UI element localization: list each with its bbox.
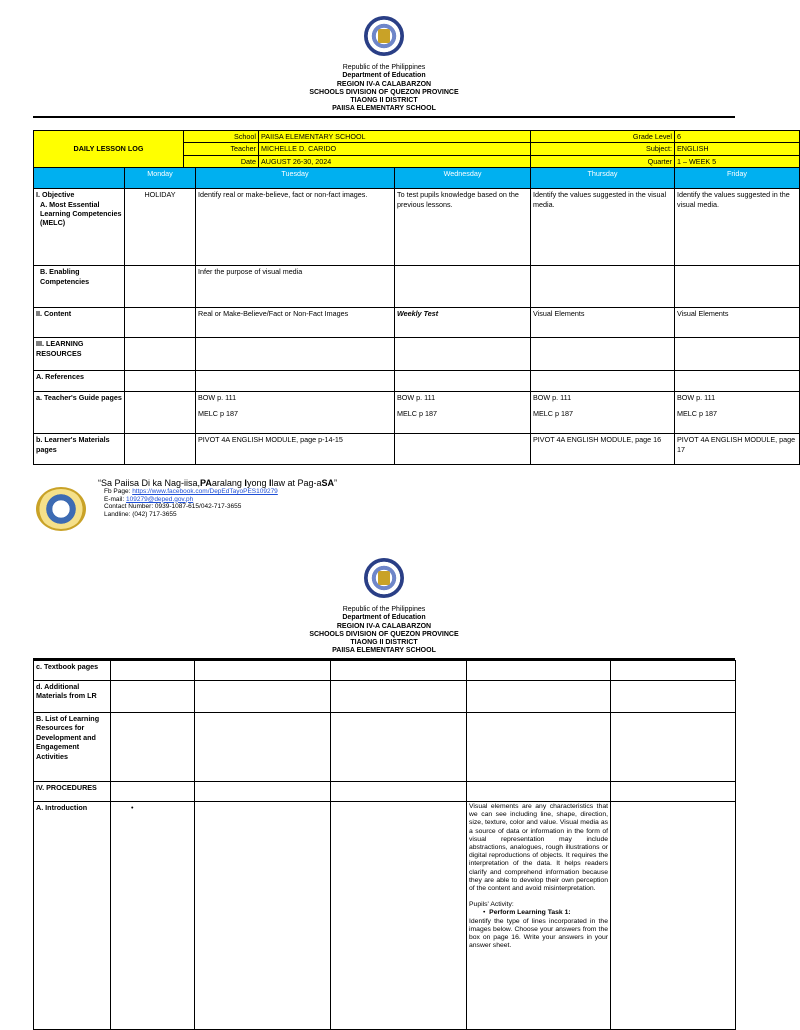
fb-page-line — [98, 488, 337, 496]
motto-part: PA — [200, 478, 212, 488]
motto-part: law at Pag-a — [271, 478, 322, 488]
objective-wednesday: To test pupils knowledge based on the previous lessons. — [395, 189, 531, 266]
contact-number: Contact Number: 0939-1087-615/042-717-3655 — [104, 503, 242, 511]
deped-seal-logo — [364, 558, 404, 598]
day-header-wednesday: Wednesday — [395, 168, 531, 189]
intro-friday — [611, 802, 736, 1030]
day-header-blank — [34, 168, 125, 189]
tg-tuesday — [196, 392, 395, 434]
proc-tuesday — [195, 782, 331, 802]
date-label: Date — [184, 155, 259, 167]
intro-thursday — [467, 802, 611, 1030]
ref-tuesday — [196, 371, 395, 392]
page-footer — [98, 478, 337, 518]
enabling-label: B. Enabling Competencies — [34, 266, 125, 308]
melc-label: A. Most Essential Learning Competencies (MELC) — [40, 199, 122, 228]
additional-materials-label: d. Additional Materials from LR — [34, 681, 111, 713]
proc-friday — [611, 782, 736, 802]
motto-part: I — [268, 478, 272, 488]
day-header-monday: Monday — [125, 168, 196, 189]
header-republic: Republic of the Philippines — [342, 606, 426, 613]
teachers-guide-label: a. Teacher's Guide pages — [34, 392, 125, 434]
tg-monday — [125, 392, 196, 434]
list-tuesday — [195, 713, 331, 782]
log-title: DAILY LESSON LOG — [34, 131, 184, 168]
tg-thursday — [531, 392, 675, 434]
lr-thursday — [531, 338, 675, 371]
ref-thursday — [531, 371, 675, 392]
tg-thursday-line2: MELC p 187 — [533, 408, 573, 418]
email-line — [98, 496, 337, 504]
content-friday: Visual Elements — [675, 308, 800, 338]
header-department: Department of Education — [342, 72, 426, 80]
tb-tuesday — [195, 661, 331, 681]
proc-wednesday — [331, 782, 467, 802]
header-region: REGION IV-A CALABARZON — [336, 80, 432, 88]
fb-link[interactable]: https://www.facebook.com/DepEdTayoPES109279 — [132, 488, 278, 495]
tb-monday — [111, 661, 195, 681]
school-label: School — [184, 131, 259, 143]
objective-label: I. Objective — [36, 190, 75, 200]
content-tuesday: Real or Make-Believe/Fact or Non-Fact Images — [196, 308, 395, 338]
header-region: REGION IV-A CALABARZON — [336, 622, 432, 630]
introduction-label: A. Introduction — [34, 802, 111, 1030]
enabling-monday — [125, 266, 196, 308]
lr-wednesday — [395, 338, 531, 371]
objective-thursday: Identify the values suggested in the visual media. — [531, 189, 675, 266]
references-label: A. References — [34, 371, 125, 392]
motto-part: aralang — [211, 478, 245, 488]
lm-friday: PIVOT 4A ENGLISH MODULE, page 17 — [675, 434, 800, 465]
tb-thursday — [467, 661, 611, 681]
enabling-friday — [675, 266, 800, 308]
lr-monday — [125, 338, 196, 371]
add-monday — [111, 681, 195, 713]
learners-materials-label: b. Learner's Materials pages — [34, 434, 125, 465]
learning-resources-label: III. LEARNING RESOURCES — [34, 338, 125, 371]
learning-task-title-text: Perform Learning Task 1: — [489, 909, 571, 917]
grade-label: Grade Level — [531, 131, 675, 143]
grade-value: 6 — [675, 131, 800, 143]
tg-wednesday — [395, 392, 531, 434]
deped-seal-logo — [364, 16, 404, 56]
header-republic: Republic of the Philippines — [342, 64, 426, 71]
header-school: PAIISA ELEMENTARY SCHOOL — [332, 105, 436, 113]
landline: Landline: (042) 717-3655 — [104, 510, 177, 518]
tb-friday — [611, 661, 736, 681]
header-division: SCHOOLS DIVISION OF QUEZON PROVINCE — [309, 630, 459, 638]
tg-tuesday-line2: MELC p 187 — [198, 408, 238, 418]
lesson-log-table-continued — [33, 660, 736, 1030]
list-friday — [611, 713, 736, 782]
list-monday — [111, 713, 195, 782]
objective-label-cell — [34, 189, 125, 266]
ref-monday — [125, 371, 196, 392]
tg-friday-line2: MELC p 187 — [677, 408, 717, 418]
list-thursday — [467, 713, 611, 782]
content-label: II. Content — [34, 308, 125, 338]
learning-task-text: Identify the type of lines incorporated in the images below. Choose your answers from the box on page 16. Write your answers in your answer sheet. — [469, 917, 608, 950]
add-tuesday — [195, 681, 331, 713]
tg-tuesday-line1: BOW p. 111 — [198, 393, 237, 403]
tg-wednesday-line1: BOW p. 111 — [397, 393, 436, 403]
header-district: TIAONG II DISTRICT — [350, 97, 418, 105]
page-header — [0, 64, 768, 114]
add-friday — [611, 681, 736, 713]
motto-part: I — [244, 478, 247, 488]
tg-thursday-line1: BOW p. 111 — [533, 393, 572, 403]
fb-label: Fb Page: — [104, 488, 133, 495]
content-thursday: Visual Elements — [531, 308, 675, 338]
add-wednesday — [331, 681, 467, 713]
intro-thursday-text: Visual elements are any characteristics that we can see including line, shape, direction, size, texture, color and value. Visual media as a source of data or information in the form of visual representation may include abstractions, analogues, rough illustrations or digital reproductions of objects. It requires the interpretation of the data. It helps readers clarify and comprehend information because they are able to develop their own perception of the content and avoid misinterpretation. — [469, 803, 608, 893]
lm-monday — [125, 434, 196, 465]
proc-monday — [111, 782, 195, 802]
objective-friday: Identify the values suggested in the visual media. — [675, 189, 800, 266]
tb-wednesday — [331, 661, 467, 681]
motto-part: Sa Paiisa Di ka Nag-iisa, — [101, 478, 201, 488]
tg-friday-line1: BOW p. 111 — [677, 393, 716, 403]
lm-thursday: PIVOT 4A ENGLISH MODULE, page 16 — [531, 434, 675, 465]
intro-tuesday — [195, 802, 331, 1030]
email-label: E-mail: — [104, 495, 127, 503]
textbook-label: c. Textbook pages — [34, 661, 111, 681]
email-link[interactable]: 109279@deped.gov.ph — [126, 495, 194, 503]
subject-label: Subject: — [531, 143, 675, 155]
school-value: PAIISA ELEMENTARY SCHOOL — [259, 131, 531, 143]
quarter-value: 1 – WEEK 5 — [675, 155, 800, 167]
enabling-wednesday — [395, 266, 531, 308]
quarter-label: Quarter — [531, 155, 675, 167]
enabling-thursday — [531, 266, 675, 308]
tg-friday — [675, 392, 800, 434]
content-monday — [125, 308, 196, 338]
lm-tuesday: PIVOT 4A ENGLISH MODULE, page p-14-15 — [196, 434, 395, 465]
day-header-tuesday: Tuesday — [196, 168, 395, 189]
header-department: Department of Education — [342, 614, 426, 622]
learning-task-title: • Perform Learning Task 1: — [483, 909, 571, 917]
page-header — [0, 606, 768, 656]
school-logo — [36, 487, 86, 531]
tg-wednesday-line2: MELC p 187 — [397, 408, 437, 418]
date-value: AUGUST 26-30, 2024 — [259, 155, 531, 167]
ref-friday — [675, 371, 800, 392]
objective-monday: HOLIDAY — [125, 189, 196, 266]
intro-wednesday — [331, 802, 467, 1030]
motto-part: yong — [246, 478, 269, 488]
lm-wednesday — [395, 434, 531, 465]
header-division: SCHOOLS DIVISION OF QUEZON PROVINCE — [309, 88, 459, 96]
pupils-activity-label: Pupils' Activity: — [469, 901, 514, 909]
intro-monday: • — [111, 802, 195, 1030]
procedures-label: IV. PROCEDURES — [34, 782, 111, 802]
proc-thursday — [467, 782, 611, 802]
subject-value: ENGLISH — [675, 143, 800, 155]
lr-tuesday — [196, 338, 395, 371]
lr-friday — [675, 338, 800, 371]
lesson-log-table — [33, 130, 800, 465]
objective-tuesday: Identify real or make-believe, fact or non-fact images. — [196, 189, 395, 266]
header-district: TIAONG II DISTRICT — [350, 639, 418, 647]
enabling-tuesday: Infer the purpose of visual media — [196, 266, 395, 308]
header-school: PAIISA ELEMENTARY SCHOOL — [332, 647, 436, 655]
content-wednesday: Weekly Test — [395, 308, 531, 338]
ref-wednesday — [395, 371, 531, 392]
teacher-label: Teacher — [184, 143, 259, 155]
school-motto: “Sa Paiisa Di ka Nag-iisa,PAaralang Iyong Ilaw at Pag-aSA” — [98, 478, 338, 488]
day-header-thursday: Thursday — [531, 168, 675, 189]
teacher-value: MICHELLE D. CARIDO — [259, 143, 531, 155]
day-header-friday: Friday — [675, 168, 800, 189]
motto-part: SA — [321, 478, 335, 488]
resources-list-label: B. List of Learning Resources for Development and Engagement Activities — [34, 713, 111, 782]
add-thursday — [467, 681, 611, 713]
list-wednesday — [331, 713, 467, 782]
header-divider — [33, 116, 735, 118]
